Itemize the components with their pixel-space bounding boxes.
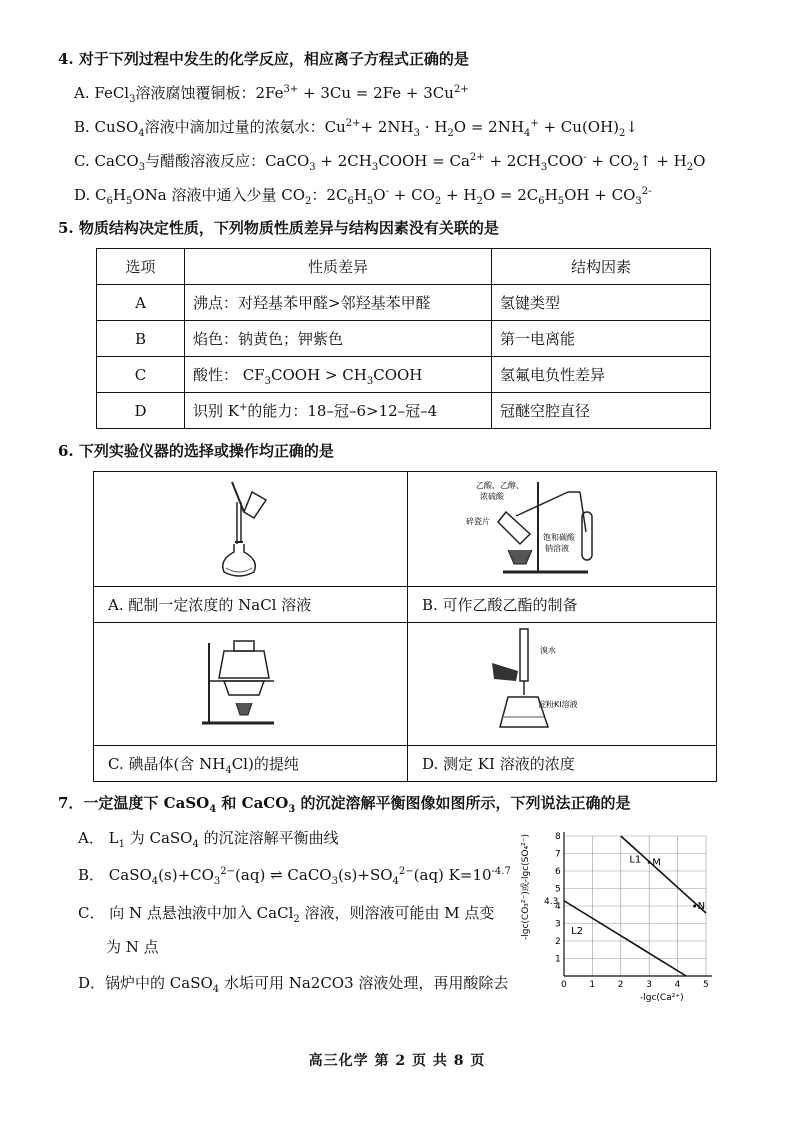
q7-option-b: B． $CaSO_4(s)+CO_3^{2-}(aq)$ ⇌ $CaCO_3(s)+SO_4^{2-}(aq)$ $K=10^{-4.7}$: [78, 866, 511, 887]
q7-stem: 7．一定温度下 CaSO$_4$ 和 CaCO$_3$ 的沉淀溶解平衡图像如图所示，下列说法正确的是: [58, 794, 631, 815]
x-tick-label: 3: [646, 980, 652, 990]
table-row: [97, 357, 711, 393]
y-tick-label: 7: [555, 849, 561, 860]
x-axis-label: -lgc(Ca²⁺): [640, 993, 684, 1003]
point-m: [648, 861, 651, 864]
table-row: [97, 285, 711, 321]
solubility-equilibrium-chart: [520, 822, 720, 1008]
option-a-label: A. 配制一定浓度的 NaCl 溶液: [94, 587, 408, 623]
x-tick-label: 1: [589, 980, 596, 990]
volumetric-flask-figure: [94, 472, 407, 582]
row-factor: 氢氟电负性差异: [492, 357, 711, 393]
y-marker-label: 4.3: [544, 896, 559, 907]
y-tick-label: 4: [555, 902, 561, 912]
ester-preparation-figure: [408, 472, 716, 582]
q6-table: [93, 471, 717, 782]
header-option: 选项: [97, 249, 185, 285]
series-line-l1: [621, 836, 706, 913]
titration-figure: [408, 623, 716, 741]
x-tick-label: 5: [703, 980, 709, 990]
point-label-n: N: [697, 901, 706, 912]
option-d-label: D. 测定 KI 溶液的浓度: [408, 746, 717, 782]
y-tick-label: 6: [555, 867, 561, 877]
q4-option-b: B. CuSO$_4$溶液中滴加过量的浓氨水：$Cu^{2+}+ 2NH_3 \cdot H_2O = 2NH_4^+$ + $Cu(OH)_2↓$: [74, 118, 638, 139]
row-factor: 冠醚空腔直径: [492, 393, 711, 429]
point-label-m: M: [652, 857, 661, 869]
q5-stem: 5. 物质结构决定性质，下列物质性质差异与结构因素没有关联的是: [58, 219, 499, 237]
q4-stem: 4. 对于下列过程中发生的化学反应，相应离子方程式正确的是: [58, 50, 469, 68]
row-option: C: [97, 357, 185, 393]
q7-option-a: A． $L_1$ 为 CaSO$_4$ 的沉淀溶解平衡曲线: [78, 829, 339, 850]
option-b-label: B. 可作乙酸乙酯的制备: [408, 587, 717, 623]
table-header-row: [97, 249, 711, 285]
row-factor: 第一电离能: [492, 321, 711, 357]
apparatus-b-cell: [408, 472, 717, 587]
row-factor: 氢键类型: [492, 285, 711, 321]
row-property: 识别 K+的能力：18–冠–6>12–冠–4: [185, 393, 492, 429]
q7-option-c-line2: 为 N 点: [106, 938, 159, 956]
row-property: 焰色：钠黄色；钾紫色: [185, 321, 492, 357]
svg-text:乙酸、乙醇、: 乙酸、乙醇、: [476, 481, 524, 490]
y-axis-label: -lgc(CO₃²⁻)或-lgc(SO₄²⁻): [521, 834, 531, 940]
option-c-label: C. 碘晶体(含 $NH_4Cl$)的提纯: [94, 746, 408, 782]
q5-table: [96, 248, 711, 429]
y-tick-label: 2: [555, 937, 561, 947]
row-property: 沸点：对羟基苯甲醛>邻羟基苯甲醛: [185, 285, 492, 321]
page-footer: 高三化学 第 2 页 共 8 页: [308, 1053, 486, 1069]
q4-option-d: D. $C_6H_5ONa$ 溶液中通入少量 $CO_2$：$2C_6H_5O^- + CO_2 + H_2O = 2C_6H_5OH + CO_3^{2-}$: [74, 186, 652, 207]
apparatus-c-cell: [94, 623, 408, 746]
sublimation-figure: [94, 623, 407, 741]
row-property: 酸性： $CF_3COOH$ > $CH_3COOH$: [185, 357, 492, 393]
q4-option-c: C. CaCO$_3$与醋酸溶液反应：CaCO$_3$ + $2CH_3COOH = Ca^{2+} + 2CH_3COO^-$ + $CO_2↑ + H_2O$: [74, 152, 706, 173]
svg-text:浓硫酸: 浓硫酸: [480, 492, 504, 501]
series-line-l2: [564, 901, 686, 976]
y-tick-label: 5: [555, 884, 561, 895]
y-tick-label: 8: [555, 832, 561, 842]
svg-text:碎瓷片: 碎瓷片: [466, 517, 490, 526]
q7-option-d: D．锅炉中的 CaSO$_4$ 水垢可用 Na2CO3 溶液处理，再用酸除去: [78, 974, 509, 995]
q7-option-c-line1: C． 向 N 点悬浊液中加入 CaCl$_2$ 溶液，则溶液可能由 M 点变: [78, 904, 495, 925]
svg-text:钠溶液: 钠溶液: [545, 544, 569, 553]
y-tick-label: 1: [555, 954, 561, 965]
row-option: D: [97, 393, 185, 429]
x-tick-label: 0: [561, 980, 567, 990]
svg-text:溴水: 溴水: [540, 646, 556, 655]
y-tick-label: 3: [555, 919, 561, 930]
x-tick-label: 2: [617, 980, 624, 990]
header-factor: 结构因素: [492, 249, 711, 285]
series-label-l1: L1: [629, 854, 642, 866]
series-label-l2: L2: [571, 926, 584, 937]
row-option: A: [97, 285, 185, 321]
svg-text:淀粉KI溶液: 淀粉KI溶液: [538, 700, 578, 709]
apparatus-a-cell: [94, 472, 408, 587]
svg-text:饱和碳酸: 饱和碳酸: [543, 533, 575, 542]
table-row: [97, 393, 711, 429]
header-property: 性质差异: [185, 249, 492, 285]
apparatus-d-cell: [408, 623, 717, 746]
q4-option-a: A. FeCl$_3$溶液腐蚀覆铜板：$2Fe^{3+} + 3Cu = 2Fe + 3Cu^{2+}$: [74, 84, 469, 105]
point-n: [693, 905, 696, 908]
table-row: [97, 321, 711, 357]
q6-stem: 6. 下列实验仪器的选择或操作均正确的是: [58, 442, 334, 460]
x-tick-label: 4: [674, 980, 681, 990]
row-option: B: [97, 321, 185, 357]
